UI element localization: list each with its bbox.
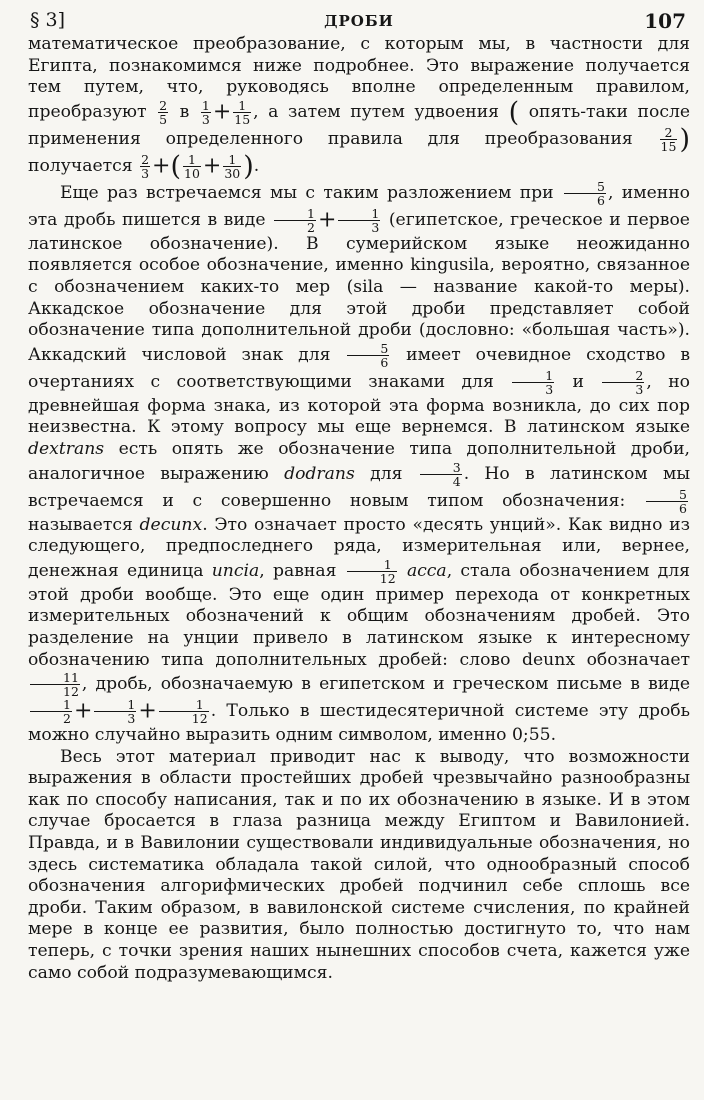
fraction: $\frac{1}{3}$ [201, 97, 210, 127]
text-run: (египетское, греческое и первое латинское обозначение). В сумерийском языке неожиданно появляется особое обозначение, именно kingusila, вероятно, связанное с обозначением каких-то мер (sila — название какой-то меры). Аккадское обозначение для этой дроби представляет собой обозначение типа дополнительной дроби (дословно: «большая часть»). Аккадский числовой знак для [28, 209, 690, 365]
fraction: $\frac{5}{6}$ [564, 180, 606, 207]
plus-sign: + [152, 153, 171, 179]
text-run: . [253, 155, 260, 176]
text-run: есть опять же обозначение типа дополнительной дроби, аналогичное выражению [28, 438, 690, 484]
latin-term: dextrans [28, 438, 105, 459]
right-paren: ) [679, 123, 690, 155]
fraction: $\frac{5}{6}$ [646, 488, 688, 515]
fraction: $\frac{5}{6}$ [347, 342, 389, 369]
fraction: $\frac{1}{12}$ [159, 698, 209, 725]
fraction: $\frac{1}{3}$ [338, 207, 380, 234]
text-run: , равная [259, 560, 337, 581]
fraction: $\frac{1}{10}$ [184, 151, 200, 181]
text-run: Еще раз встречаемся мы с таким разложением при [60, 182, 554, 203]
section-marker: § 3] [30, 9, 66, 31]
page-body [28, 34, 690, 984]
latin-term: uncia [211, 560, 260, 581]
left-paren: ( [508, 96, 520, 128]
latin-term: decunx [139, 514, 203, 535]
plus-sign: + [212, 99, 232, 125]
fraction: $\frac{1}{12}$ [347, 558, 397, 585]
text-run: и [572, 371, 585, 392]
plus-sign: + [317, 207, 337, 233]
text-run: . Только в шестидесятеричной системе эту дробь можно случайно выразить одним символом, именно 0;55. [28, 701, 690, 746]
plus-sign: + [202, 153, 222, 179]
text-run: математическое преобразование, с которым мы, в частности для Египта, познакомимся ниже подробнее. Это выражение получается тем путем, что, руководясь вполне определенным правилом, преобразуют [28, 34, 690, 122]
fraction: $\frac{1}{30}$ [224, 151, 241, 181]
fraction: $\frac{2}{3}$ [602, 369, 644, 396]
text-run: . Это означает просто «десять унций». Как видно из следующего, предпоследнего ряда, измерительная или, вернее, денежная единица [28, 514, 690, 581]
left-paren: ( [170, 150, 181, 182]
fraction: $\frac{1}{2}$ [30, 698, 72, 725]
fraction: $\frac{1}{3}$ [512, 369, 554, 396]
text-run: , а затем путем удвоения [253, 101, 500, 122]
fraction: $\frac{2}{15}$ [660, 124, 677, 154]
fraction: $\frac{11}{12}$ [30, 671, 80, 698]
latin-term: асса [406, 560, 447, 581]
text-run: получается [28, 155, 133, 176]
plus-sign: + [73, 698, 93, 724]
text-run: , стала обозначением для этой дроби вообще. Это еще один пример перехода от конкретных измерительных обозначений к общим обозначениям дробей. Это разделение на унции привело в латинском языке к интересному обозначению типа дополнительных дробей: слово deunx обозначает [28, 560, 690, 670]
fraction: $\frac{2}{3}$ [141, 151, 150, 181]
fraction: $\frac{3}{4}$ [420, 461, 462, 488]
text-run: , но древнейшая форма знака, из которой эта форма возникла, до сих пор неизвестна. К этому вопросу мы еще вернемся. В латинском языке [28, 371, 691, 438]
right-paren: ) [243, 150, 254, 182]
fraction: $\frac{1}{2}$ [274, 207, 316, 234]
text-run: для [370, 463, 403, 484]
text-run: , именно эта дробь пишется в виде [28, 182, 691, 230]
fraction: $\frac{1}{15}$ [234, 97, 251, 127]
paragraph-2 [28, 180, 690, 747]
text-run: опять-таки после применения определенного правила для преобразования [28, 101, 691, 149]
text-run: в [179, 101, 190, 122]
running-header [28, 0, 690, 34]
page-number: 107 [644, 9, 686, 33]
text-run: , дробь, обозначаемую в египетском и греческом письме в виде [81, 674, 690, 695]
text-run: имеет очевидное сходство в очертаниях с соответствующими знаками для [28, 344, 690, 392]
text-run: Весь этот материал приводит нас к выводу, что возможности выражения в области простейших дробей чрезвычайно разнообразны как по способу написания, так и по их обозначению в языке. И в этом случае бросается в глаза разница между Египтом и Вавилонией. Правда, и в Вавилонии существовали индивидуальные обозначения, но здесь систематика обладала такой силой, что однообразный способ обозначения алгорифмических дробей подчинил себе сплошь все дроби. Таким образом, в вавилонской системе счисления, по крайней мере в конце ее развития, было полностью достигнуто то, что нам теперь, с точки зрения наших нынешних способов счета, кажется уже само собой подразумевающимся. [28, 746, 690, 983]
paragraph-1 [28, 34, 690, 180]
paragraph-3 [28, 747, 690, 985]
text-run: называется [28, 514, 133, 535]
plus-sign: + [138, 698, 157, 724]
running-title: ДРОБИ [324, 12, 394, 30]
fraction: $\frac{1}{3}$ [94, 698, 136, 725]
fraction: $\frac{2}{5}$ [159, 97, 168, 127]
text-run: . Но в латинском мы встречаемся и с совершенно новым типом обозначения: [28, 463, 691, 511]
latin-term: dodrans [284, 463, 355, 484]
